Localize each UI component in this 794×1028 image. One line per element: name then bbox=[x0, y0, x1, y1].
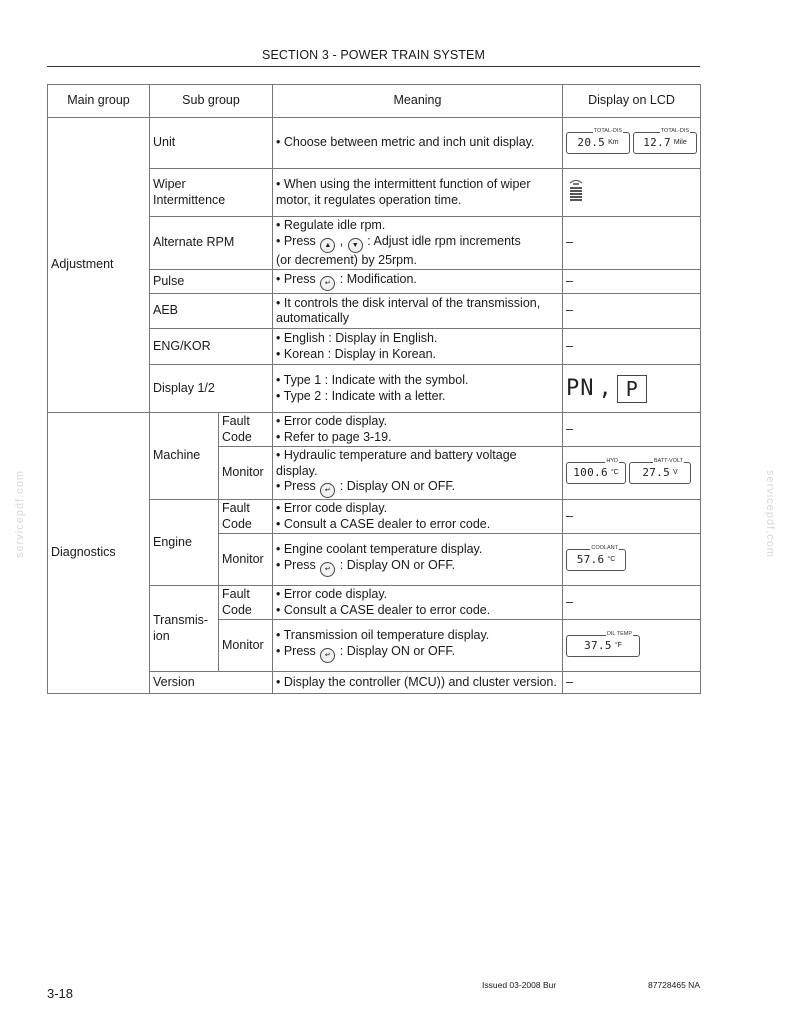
lcd-display bbox=[563, 365, 701, 413]
up-button-icon: ▲ bbox=[320, 238, 335, 253]
lcd-machine-fault: – bbox=[563, 413, 701, 447]
lcd-separator: , bbox=[598, 375, 613, 401]
page-number: 3-18 bbox=[47, 986, 74, 1001]
sub-group-eng-kor: ENG/KOR bbox=[150, 329, 273, 365]
lcd-engine-monitor bbox=[563, 534, 701, 586]
table-header-row bbox=[48, 85, 701, 118]
meaning-eng-kor: • English : Display in English. • Korean : Display in Korean. bbox=[273, 329, 563, 365]
meaning-display: • Type 1 : Indicate with the symbol. • Type 2 : Indicate with a letter. bbox=[273, 365, 563, 413]
lcd-box-batt-volt: BATT-VOLT 27.5 V bbox=[629, 462, 691, 484]
lcd-wiper bbox=[563, 169, 701, 217]
sub-group-aeb: AEB bbox=[150, 294, 273, 329]
table-row bbox=[48, 118, 701, 169]
meaning-transmission-fault: • Error code display. • Consult a CASE dealer to error code. bbox=[273, 586, 563, 620]
header-main-group: Main group bbox=[48, 85, 150, 118]
lcd-aeb: – bbox=[563, 294, 701, 329]
main-group-adjustment: Adjustment bbox=[48, 118, 150, 413]
section-title: SECTION 3 - POWER TRAIN SYSTEM bbox=[262, 48, 485, 62]
lcd-alternate-rpm: – bbox=[563, 217, 701, 270]
lcd-unit bbox=[563, 118, 701, 169]
lcd-pulse: – bbox=[563, 270, 701, 294]
issued-date: Issued 03-2008 Bur bbox=[482, 980, 557, 990]
document-number: 87728465 NA bbox=[648, 980, 700, 990]
transmission-fault-code: Fault Code bbox=[219, 586, 273, 620]
meaning-pulse: • Press ↵ : Modification. bbox=[273, 270, 563, 294]
lcd-eng-kor: – bbox=[563, 329, 701, 365]
wiper-icon bbox=[566, 178, 586, 202]
meaning-alternate-rpm: • Regulate idle rpm. • Press ▲ , ▼ : Adjust idle rpm increments (or decrement) by 25rpm. bbox=[273, 217, 563, 270]
lcd-menu-table bbox=[47, 84, 701, 694]
lcd-box-mile: TOTAL-DIS 12.7 Mile bbox=[633, 132, 697, 154]
sub-group-alternate-rpm: Alternate RPM bbox=[150, 217, 273, 270]
meaning-wiper: • When using the intermittent function of wiper motor, it regulates operation time. bbox=[273, 169, 563, 217]
meaning-machine-fault: • Error code display. • Refer to page 3-19. bbox=[273, 413, 563, 447]
meaning-transmission-monitor: • Transmission oil temperature display. • Press ↵ : Display ON or OFF. bbox=[273, 620, 563, 672]
meaning-aeb: • It controls the disk interval of the transmission, automatically bbox=[273, 294, 563, 329]
sub-group-pulse: Pulse bbox=[150, 270, 273, 294]
down-button-icon: ▼ bbox=[348, 238, 363, 253]
lcd-pn-symbol: PN bbox=[566, 375, 595, 401]
lcd-p-letter: P bbox=[617, 375, 647, 403]
sub-group-version: Version bbox=[150, 672, 273, 694]
header-meaning: Meaning bbox=[273, 85, 563, 118]
header-display: Display on LCD bbox=[563, 85, 701, 118]
engine-fault-code: Fault Code bbox=[219, 500, 273, 534]
transmission-monitor: Monitor bbox=[219, 620, 273, 672]
watermark-left: servicepdf.com bbox=[14, 470, 26, 558]
meaning-engine-monitor: • Engine coolant temperature display. • Press ↵ : Display ON or OFF. bbox=[273, 534, 563, 586]
lcd-box-oil-temp: OIL TEMP 37.5 °F bbox=[566, 635, 640, 657]
enter-button-icon: ↵ bbox=[320, 562, 335, 577]
meaning-machine-monitor: • Hydraulic temperature and battery voltage display. • Press ↵ : Display ON or OFF. bbox=[273, 447, 563, 500]
enter-button-icon: ↵ bbox=[320, 276, 335, 291]
machine-monitor: Monitor bbox=[219, 447, 273, 500]
meaning-version: • Display the controller (MCU)) and cluster version. bbox=[273, 672, 563, 694]
lcd-transmission-monitor bbox=[563, 620, 701, 672]
machine-fault-code: Fault Code bbox=[219, 413, 273, 447]
meaning-unit: • Choose between metric and inch unit display. bbox=[273, 118, 563, 169]
meaning-engine-fault: • Error code display. • Consult a CASE dealer to error code. bbox=[273, 500, 563, 534]
sub-group-transmission: Transmis- ion bbox=[150, 586, 219, 672]
table-row bbox=[48, 413, 701, 447]
sub-group-machine: Machine bbox=[150, 413, 219, 500]
main-group-diagnostics: Diagnostics bbox=[48, 413, 150, 694]
sub-group-engine: Engine bbox=[150, 500, 219, 586]
sub-group-display: Display 1/2 bbox=[150, 365, 273, 413]
lcd-box-km: TOTAL-DIS 20.5 Km bbox=[566, 132, 630, 154]
lcd-version: – bbox=[563, 672, 701, 694]
enter-button-icon: ↵ bbox=[320, 483, 335, 498]
watermark-right: servicepdf.com bbox=[764, 470, 776, 558]
sub-group-wiper: Wiper Intermittence bbox=[150, 169, 273, 217]
engine-monitor: Monitor bbox=[219, 534, 273, 586]
sub-group-unit: Unit bbox=[150, 118, 273, 169]
enter-button-icon: ↵ bbox=[320, 648, 335, 663]
lcd-box-coolant: COOLANT 57.6 °C bbox=[566, 549, 626, 571]
header-sub-group: Sub group bbox=[150, 85, 273, 118]
lcd-machine-monitor bbox=[563, 447, 701, 500]
lcd-transmission-fault: – bbox=[563, 586, 701, 620]
lcd-engine-fault: – bbox=[563, 500, 701, 534]
lcd-box-hyd: HYD 100.6 °C bbox=[566, 462, 626, 484]
header-rule bbox=[47, 66, 700, 67]
